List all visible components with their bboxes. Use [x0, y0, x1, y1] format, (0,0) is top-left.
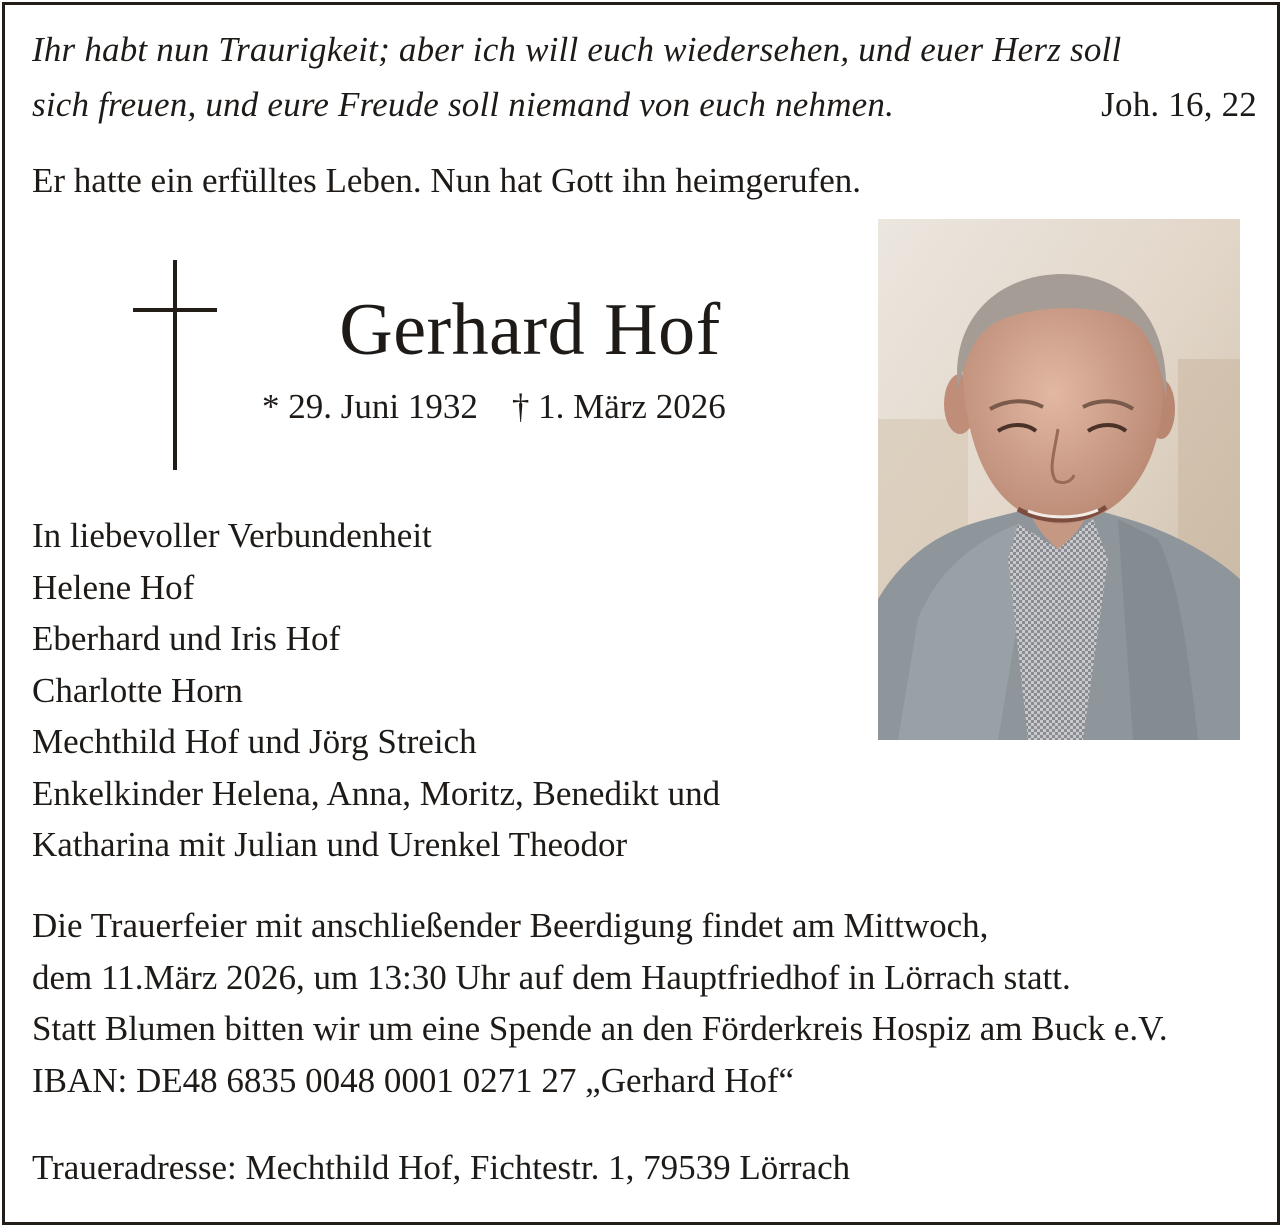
portrait-photo — [878, 219, 1240, 740]
family-line: Mechthild Hof und Jörg Streich — [32, 722, 477, 761]
mourning-address: Traueradresse: Mechthild Hof, Fichtestr. 1, 79539 Lörrach — [32, 1148, 851, 1187]
family-line: Eberhard und Iris Hof — [32, 619, 341, 658]
life-dates — [262, 384, 726, 430]
latin-cross-icon — [133, 260, 217, 470]
donation-line: Statt Blumen bitten wir um eine Spende an den Förderkreis Hospiz am Buck e.V. — [32, 1009, 1168, 1048]
family-line: Enkelkinder Helena, Anna, Moritz, Benedikt und — [32, 773, 721, 813]
birth-date: * 29. Juni 1932 — [262, 387, 478, 426]
death-date: † 1. März 2026 — [511, 387, 726, 426]
family-line: Katharina mit Julian und Urenkel Theodor — [32, 825, 628, 864]
verse-line-2: sich freuen, und eure Freude soll niemand von euch nehmen. — [32, 85, 895, 124]
intro-text: Er hatte ein erfülltes Leben. Nun hat Gott ihn heimgerufen. — [32, 161, 862, 200]
bible-verse — [32, 22, 1257, 132]
family-line: Helene Hof — [32, 567, 195, 607]
service-information — [32, 900, 1262, 1106]
verse-reference: Joh. 16, 22 — [1101, 85, 1257, 124]
verse-line-1: Ihr habt nun Traurigkeit; aber ich will euch wiedersehen, und euer Herz soll — [32, 30, 1122, 69]
service-line: dem 11.März 2026, um 13:30 Uhr auf dem Hauptfriedhof in Lörrach statt. — [32, 957, 1071, 997]
family-line: In liebevoller Verbundenheit — [32, 516, 432, 555]
iban-line: IBAN: DE48 6835 0048 0001 0271 27 „Gerhard Hof“ — [32, 1060, 795, 1100]
service-line: Die Trauerfeier mit anschließender Beerdigung findet am Mittwoch, — [32, 906, 989, 945]
deceased-name: Gerhard Hof — [339, 289, 721, 371]
family-list — [32, 510, 720, 871]
family-line: Charlotte Horn — [32, 670, 243, 710]
